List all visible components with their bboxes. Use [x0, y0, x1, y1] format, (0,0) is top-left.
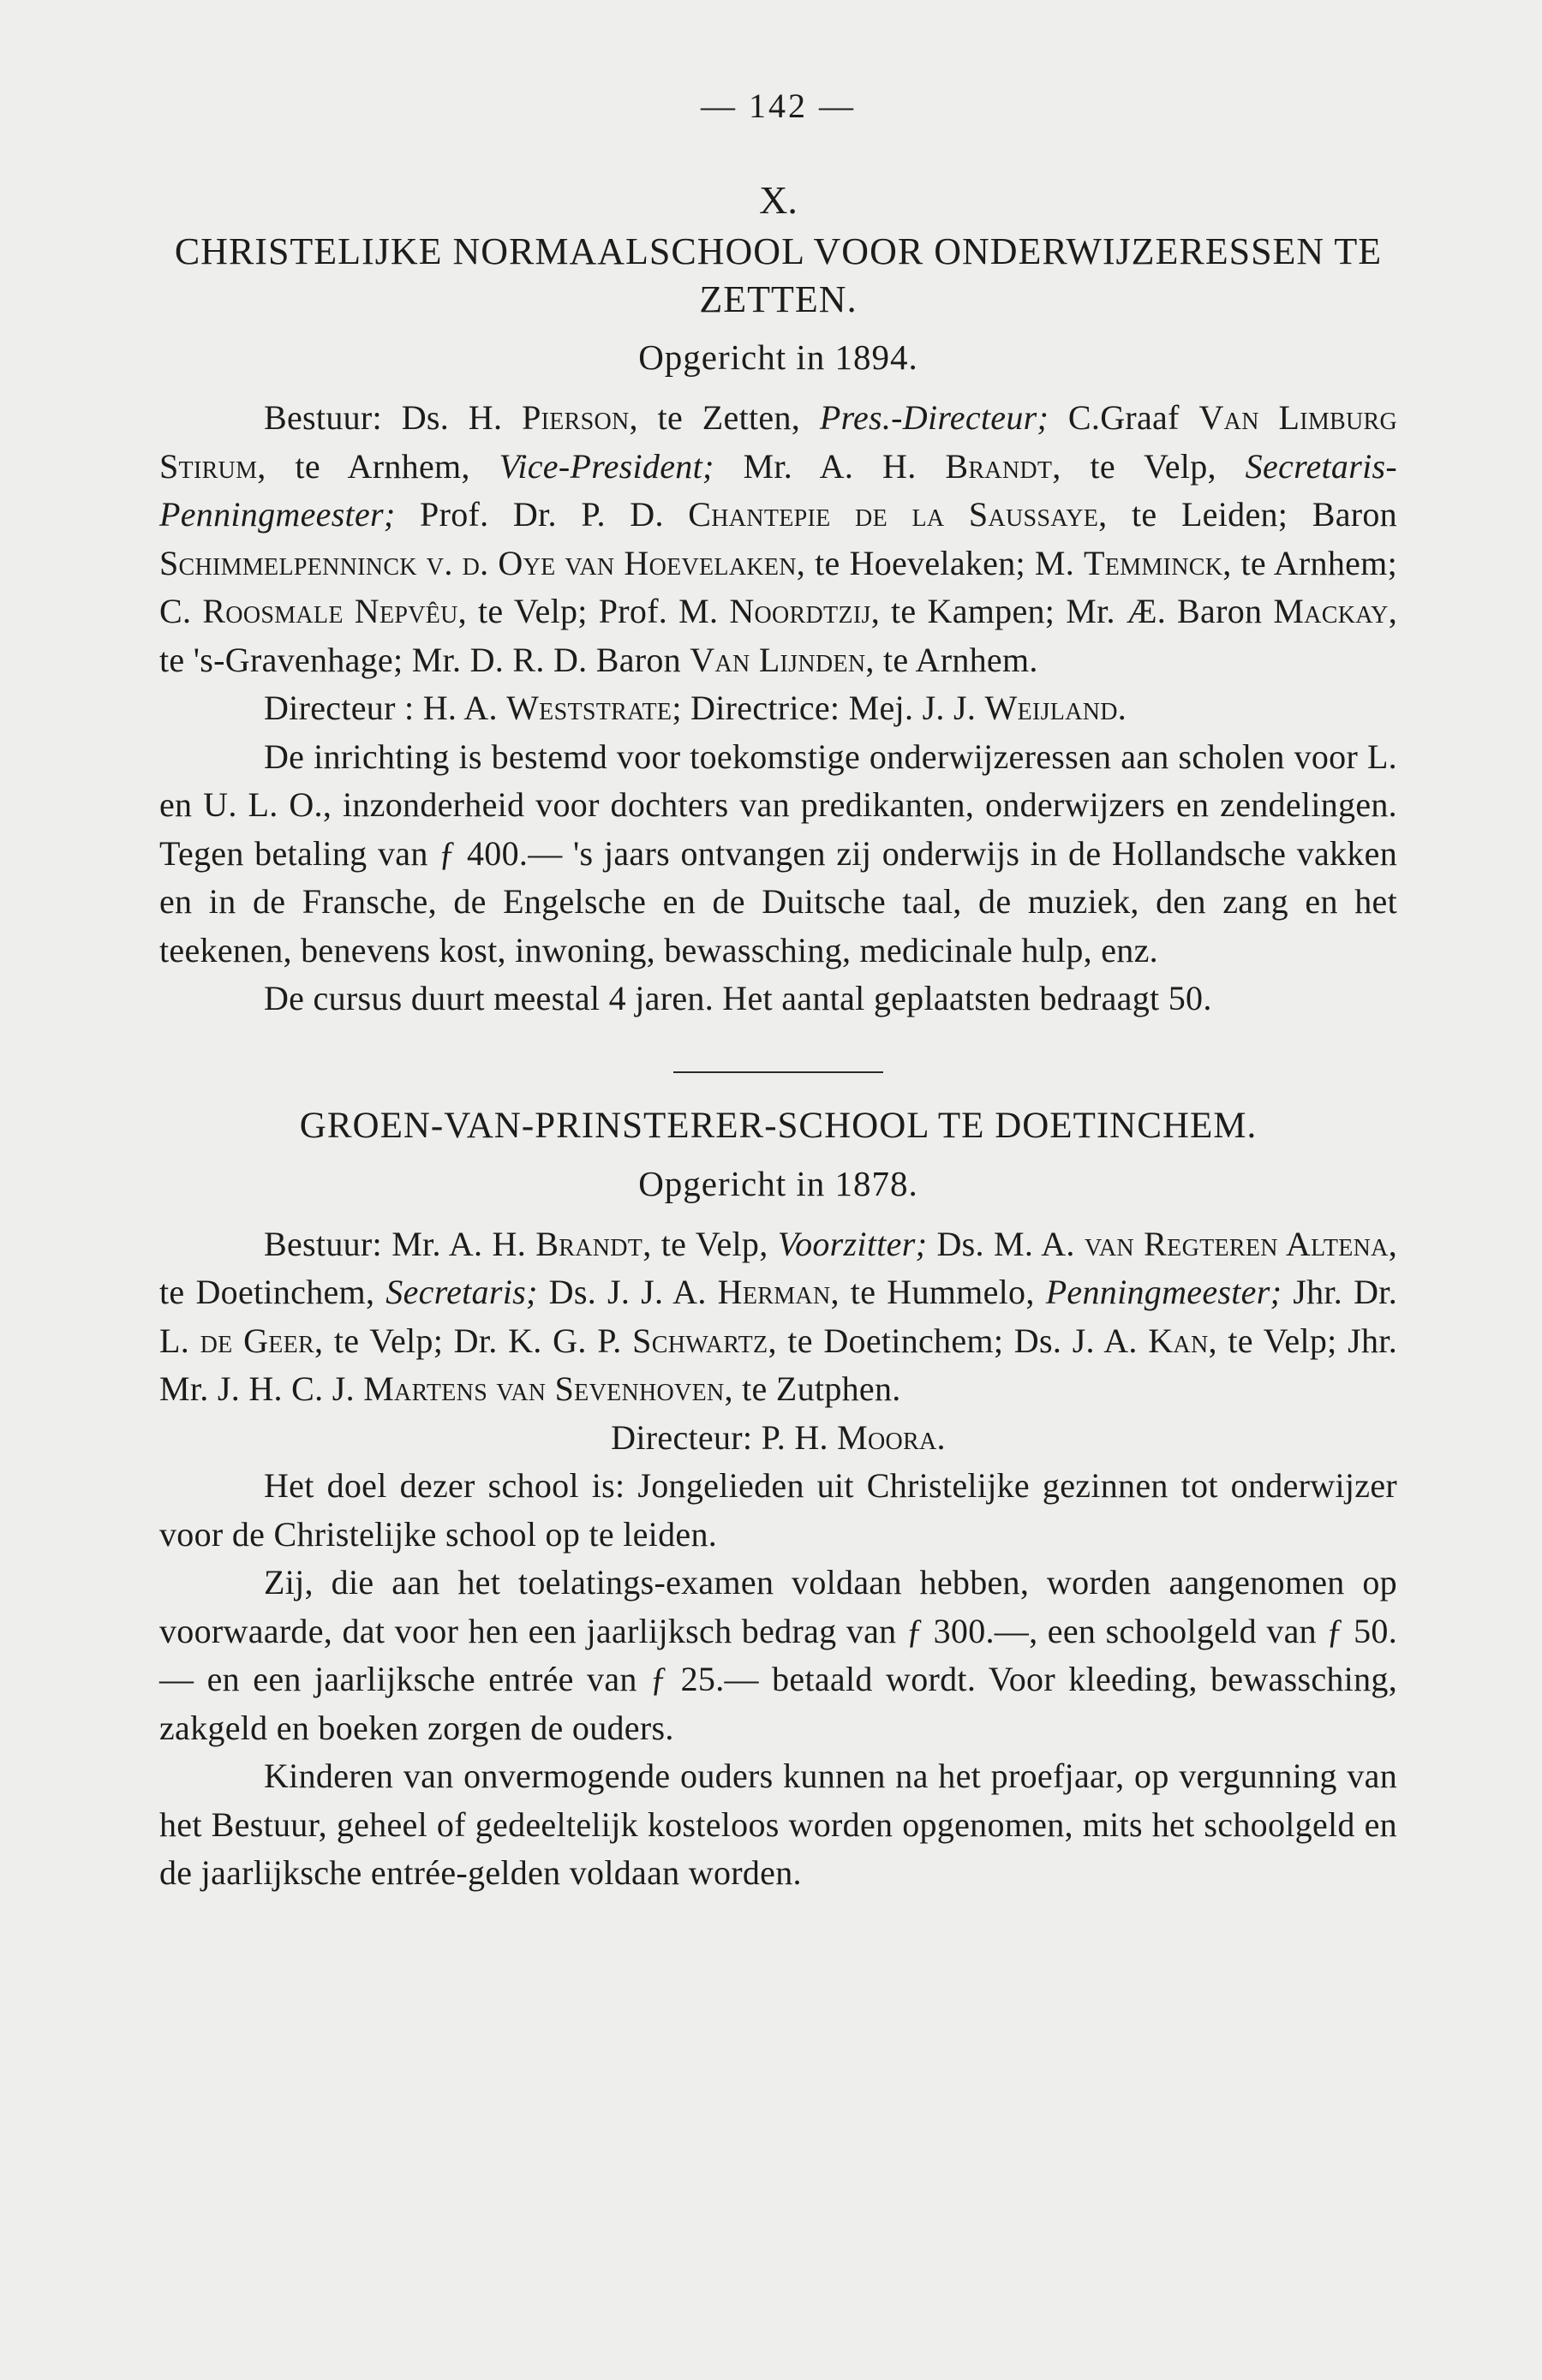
- text-run: , te Kampen; Mr. Æ. Baron: [870, 592, 1274, 630]
- text-run: Prof. Dr. P. D.: [395, 495, 689, 534]
- role-title: Vice-President;: [499, 446, 714, 486]
- text-run: Bestuur: Mr. A. H.: [264, 1224, 536, 1263]
- section1-course: De cursus duurt meestal 4 jaren. Het aantal geplaatsten bedraagt 50.: [264, 979, 1212, 1017]
- section-number: X.: [759, 178, 798, 222]
- text-run: , te Arnhem,: [257, 446, 499, 486]
- person-name: Herman: [717, 1273, 831, 1311]
- person-name: Van Lijnden: [690, 640, 866, 679]
- section2-director: [159, 1414, 1397, 1463]
- text-run: , te Velp; Prof. M.: [457, 592, 730, 630]
- text-run: Directeur : H. A.: [264, 689, 507, 727]
- person-name: Mackay: [1273, 592, 1389, 630]
- person-name: Chantepie de la Saussaye: [688, 495, 1099, 534]
- text-run: , te 's-Gravenhage; Mr. D. R. D. Baron: [159, 592, 1397, 679]
- text-run: Mr. A. H.: [714, 446, 946, 486]
- person-name: Brandt: [535, 1224, 643, 1263]
- person-name: Moora: [837, 1417, 937, 1457]
- section2-founded: Opgericht in 1878.: [638, 1163, 918, 1203]
- text-run: , te Hoevelaken; M.: [796, 543, 1085, 582]
- person-name: Brandt: [945, 446, 1053, 486]
- person-name: Kan: [1148, 1321, 1209, 1360]
- role-title: Pres.-Directeur;: [819, 398, 1049, 437]
- text-run: Bestuur: Ds. H.: [264, 398, 523, 437]
- section2-admission: Zij, die aan het toelatings-examen voldaan hebben, worden aangenomen op voorwaarde, dat voor hen een jaarlijksch bedrag van ƒ 300.—, een schoolgeld van ƒ 50.— en een jaarlijksche entrée van ƒ 25.— betaald wordt. Voor kleeding, bewassching, zakgeld en boeken zorgen de ouders.: [159, 1563, 1397, 1747]
- text-run: Jhr. Dr. L.: [159, 1273, 1398, 1360]
- person-name: Schimmelpenninck v. d. Oye van Hoevelaken: [159, 543, 797, 582]
- text-run: , te Zetten,: [629, 398, 820, 437]
- text-run: C.Graaf: [1049, 398, 1199, 437]
- person-name: van Regteren Altena: [1084, 1224, 1389, 1263]
- person-name: Noordtzij: [729, 592, 871, 630]
- person-name: Pierson: [522, 398, 630, 437]
- text-run: , te Arnhem; C.: [159, 543, 1398, 630]
- section2-goal: Het doel dezer school is: Jongelieden uit Christelijke gezinnen tot onderwijzer voor de Christelijke school op te leiden.: [159, 1466, 1397, 1554]
- section1-board: [159, 394, 1397, 684]
- text-run: , te Leiden; Baron: [1098, 495, 1397, 534]
- document-page: [159, 86, 1397, 1898]
- section2-title: GROEN-VAN-PRINSTERER-SCHOOL TE DOETINCHEM.: [299, 1105, 1258, 1146]
- role-title: Penningmeester;: [1045, 1273, 1282, 1311]
- text-run: , te Zutphen.: [724, 1369, 901, 1408]
- section1-founded: Opgericht in 1894.: [638, 337, 918, 377]
- text-run: .: [1117, 689, 1127, 727]
- text-run: .: [936, 1417, 946, 1457]
- text-run: , te Arnhem.: [865, 640, 1038, 679]
- person-name: Roosmale Nepvêu: [202, 592, 458, 630]
- section1-directors: [159, 684, 1397, 733]
- section1-title: CHRISTELIJKE NORMAALSCHOOL VOOR ONDERWIJZERESSEN TE ZETTEN.: [174, 230, 1383, 320]
- text-run: Directeur: P. H.: [611, 1417, 838, 1457]
- text-run: , te Doetinchem,: [159, 1224, 1398, 1311]
- text-run: , te Velp; Dr. K. G. P.: [314, 1321, 633, 1360]
- text-run: , te Velp,: [642, 1224, 778, 1263]
- section2-board: [159, 1220, 1397, 1414]
- text-run: Ds. M. A.: [927, 1224, 1085, 1263]
- person-name: Weststrate: [506, 689, 672, 727]
- person-name: de Geer: [200, 1321, 315, 1360]
- role-title: Secretaris;: [386, 1273, 538, 1311]
- person-name: Schwartz: [632, 1321, 768, 1360]
- text-run: ; Directrice: Mej. J. J.: [672, 689, 985, 727]
- person-name: Weijland: [984, 689, 1118, 727]
- person-name: Temminck: [1084, 543, 1223, 582]
- text-run: , te Doetinchem; Ds. J. A.: [768, 1321, 1149, 1360]
- role-title: Secretaris-Penningmeester;: [159, 446, 1397, 534]
- section2-poor-children: Kinderen van onvermogende ouders kunnen na het proefjaar, op vergunning van het Bestuur, geheel of gedeeltelijk kosteloos worden opgenomen, mits het schoolgeld en de jaarlijksche entrée-gelden voldaan worden.: [159, 1757, 1397, 1892]
- section1-description: De inrichting is bestemd voor toekomstige onderwijzeressen aan scholen voor L. en U. L. O., inzonderheid voor dochters van predikanten, onderwijzers en zendelingen. Tegen betaling van ƒ 400.— 's jaars ontvangen zij onderwijs in de Hollandsche vakken en in de Fransche, de Engelsche en de Duitsche taal, de muziek, den zang en het teekenen, benevens kost, inwoning, bewassching, medicinale hulp, enz.: [159, 737, 1397, 969]
- section-divider: [673, 1071, 883, 1073]
- person-name: Martens van Sevenhoven: [363, 1369, 725, 1408]
- role-title: Voorzitter;: [777, 1224, 928, 1263]
- text-run: Ds. J. J. A.: [537, 1273, 718, 1311]
- person-name: Van Limburg Stirum: [159, 398, 1398, 486]
- page-number: — 142 —: [701, 86, 856, 125]
- text-run: , te Velp,: [1052, 446, 1246, 486]
- text-run: , te Hummelo,: [830, 1273, 1046, 1311]
- text-run: , te Velp; Jhr. Mr. J. H. C. J.: [159, 1321, 1397, 1408]
